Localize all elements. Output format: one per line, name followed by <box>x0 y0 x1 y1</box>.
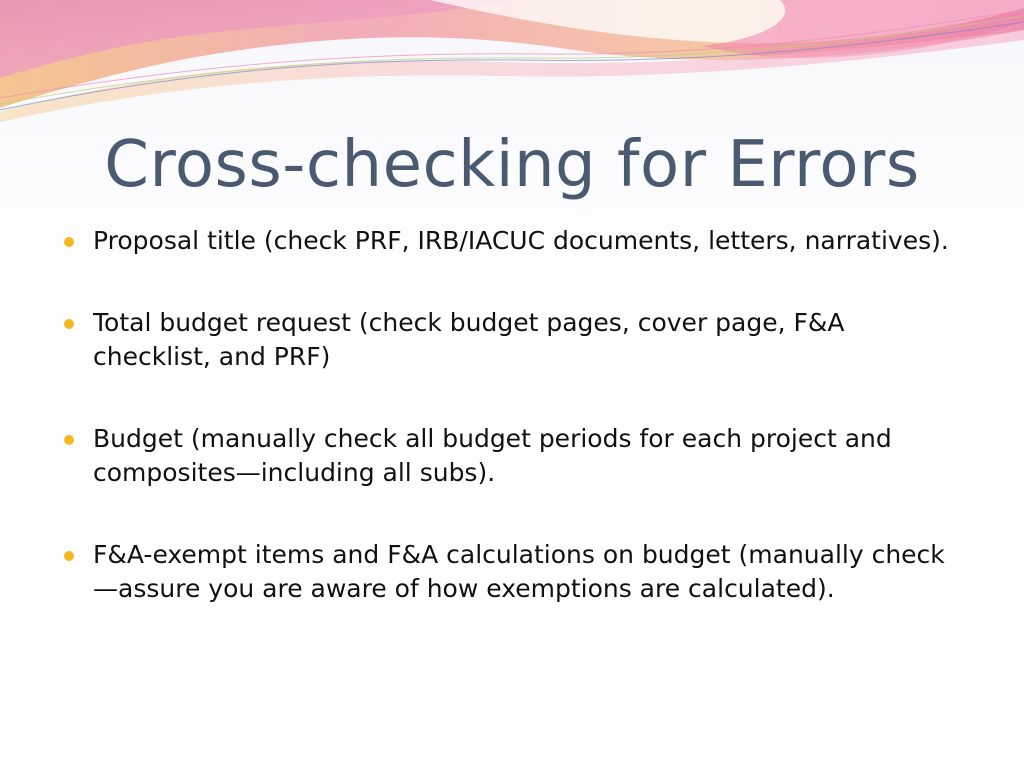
bullet-dot-icon <box>64 435 74 445</box>
bullet-text: Total budget request (check budget pages, cover page, F&A checklist, and PRF) <box>93 308 845 371</box>
bullet-text: Proposal title (check PRF, IRB/IACUC documents, letters, narratives). <box>93 226 949 255</box>
bullet-text: Budget (manually check all budget periods for each project and composites—including all subs). <box>93 424 892 487</box>
bullet-list <box>60 224 960 654</box>
bullet-item <box>60 422 960 490</box>
bullet-dot-icon <box>64 551 74 561</box>
slide-title: Cross-checking for Errors <box>104 128 920 202</box>
bullet-dot-icon <box>64 319 74 329</box>
bullet-item <box>60 306 960 374</box>
bullet-item <box>60 538 960 606</box>
decorative-wave-banner <box>0 0 1024 140</box>
bullet-text: F&A-exempt items and F&A calculations on budget (manually check—assure you are aware of how exemptions are calculated). <box>93 540 945 603</box>
bullet-dot-icon <box>64 237 74 247</box>
bullet-item <box>60 224 960 258</box>
